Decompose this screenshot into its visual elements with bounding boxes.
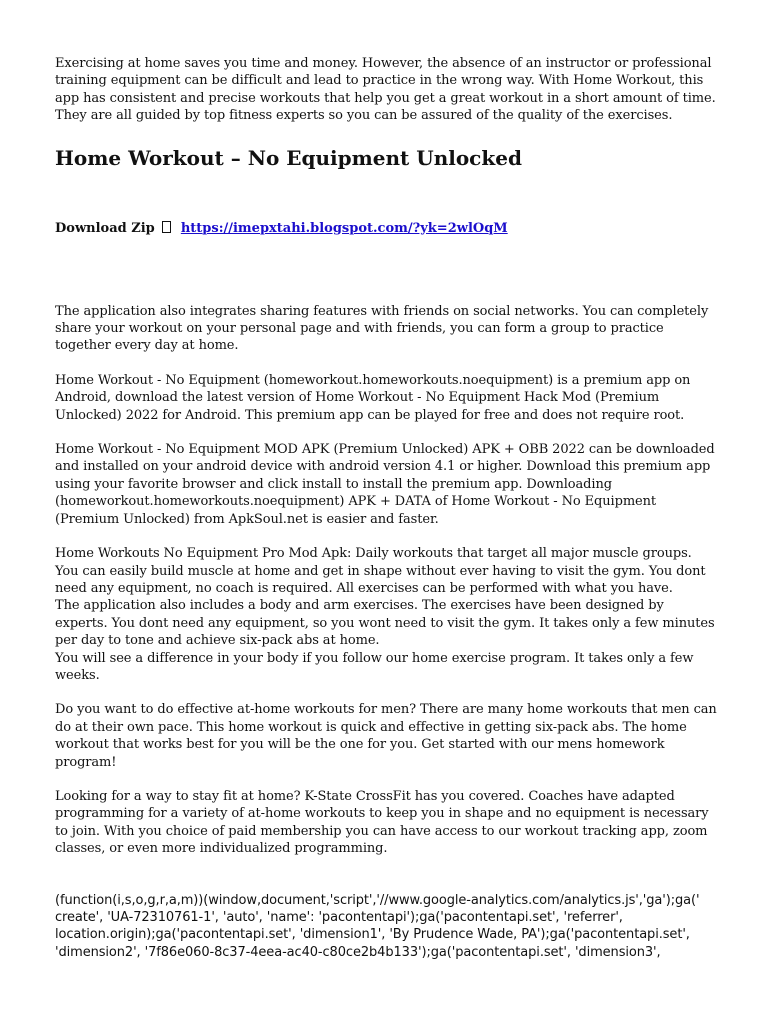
pro-mod-line-2: The application also includes a body and arm exercises. The exercises have been designed by experts. You dont need any equipment, so you wont need to visit the gym. It takes only a few minutes per day to tone and achieve six-pack abs at home. — [55, 598, 715, 649]
download-link[interactable]: https://imepxtahi.blogspot.com/?yk=2wlOqM — [180, 220, 508, 236]
paragraph-mod-apk: Home Workout - No Equipment MOD APK (Premium Unlocked) APK + OBB 2022 can be downloaded and installed on your android device with android version 4.1 or higher. Download this premium app using your favorite browser and click install to install the premium app. Downloading (homeworkout.homeworkouts.noequipment) APK + DATA of Home Workout - No Equipment (Premium Unlocked) from ApkSoul.net is easier and faster. — [55, 442, 715, 527]
paragraph-crossfit: Looking for a way to stay fit at home? K-State CrossFit has you covered. Coaches have adapted programming for a variety of at-home workouts to keep you in shape and no equipment is necessary to join. With you choice of paid membership you can have access to our workout tracking app, zoom classes, or even more individualized programming. — [55, 788, 709, 857]
download-label: Download Zip — [55, 220, 155, 236]
download-line — [55, 220, 717, 237]
pro-mod-line-1: Home Workouts No Equipment Pro Mod Apk: Daily workouts that target all major muscle groups. You can easily build muscle at home and get in shape without ever having to visit the gym. You dont need any equipment, no coach is required. All exercises can be performed with what you have. — [55, 546, 706, 596]
paragraph-men-workouts: Do you want to do effective at-home workouts for men? There are many home workouts that men can do at their own pace. This home workout is quick and effective in getting six-pack abs. The home workout that works best for you will be the one for you. Get started with our mens homework program! — [55, 702, 717, 770]
page-title: Home Workout – No Equipment Unlocked — [55, 145, 522, 170]
paragraph-pro-mod — [55, 545, 717, 684]
pro-mod-line-3: You will see a difference in your body if you follow our home exercise program. It takes only a few weeks. — [55, 650, 694, 683]
intro-paragraph: Exercising at home saves you time and money. However, the absence of an instructor or professional training equipment can be difficult and lead to practice in the wrong way. With Home Workout, this app has consistent and precise workouts that help you get a great workout in a short amount of time. They are all guided by top fitness experts so you can be assured of the quality of the exercises. — [55, 56, 716, 124]
paragraph-premium-app: Home Workout - No Equipment (homeworkout.homeworkouts.noequipment) is a premium app on Android, download the latest version of Home Workout - No Equipment Hack Mod (Premium Unlocked) 2022 for Android. This premium app can be played for free and does not require root. — [55, 372, 691, 423]
analytics-script-text: (function(i,s,o,g,r,a,m))(window,document,'script','//www.google-analytics.com/analytics.js','ga');ga(' create', 'UA-72310761-1', 'auto', 'name': 'pacontentapi');ga('pacontentapi.set', 'referrer', location.origin);ga('pacontentapi.set', 'dimension1', 'By Prudence Wade, PA');ga('pacontentapi.set', 'dimension2', '7f86e060-8c37-4eea-ac40-c80ce2b4b133');ga('pacontentapi.set', 'dimension3', — [55, 892, 700, 960]
missing-glyph-icon — [162, 221, 171, 233]
document-page — [55, 55, 717, 974]
paragraph-sharing: The application also integrates sharing features with friends on social networks. You can completely share your workout on your personal page and with friends, you can form a group to practice together every day at home. — [55, 303, 709, 354]
